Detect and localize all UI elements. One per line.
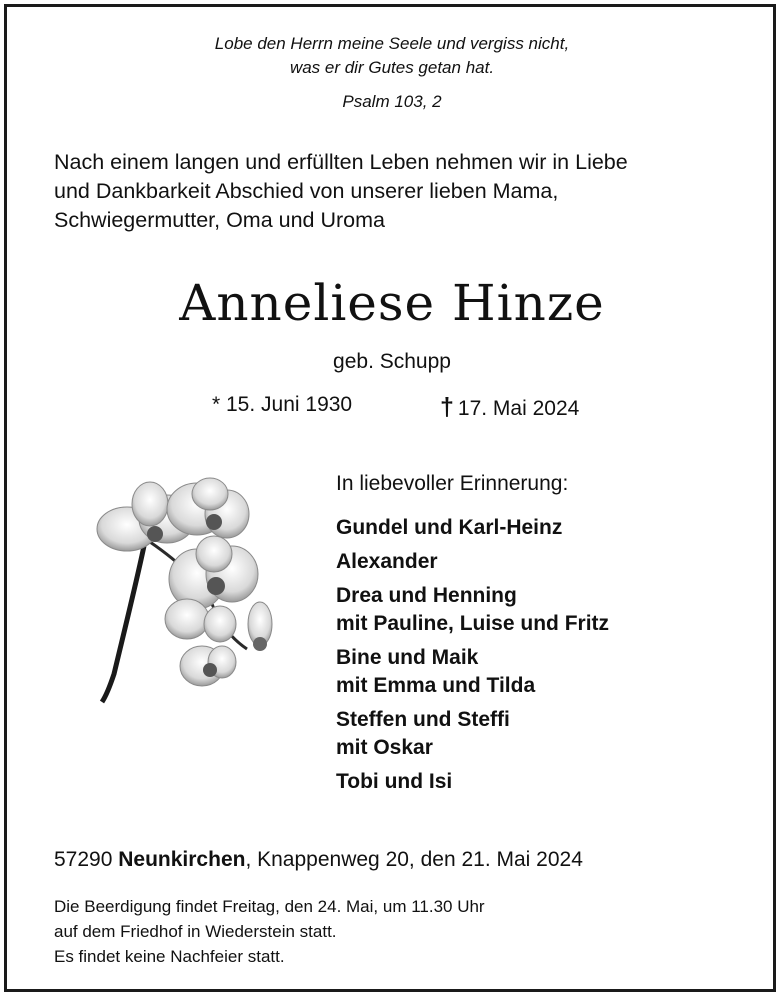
address-line bbox=[54, 848, 583, 872]
memory-heading: In liebevoller Erinnerung: bbox=[336, 472, 569, 495]
town: Neunkirchen bbox=[118, 848, 246, 871]
flower-2 bbox=[167, 478, 249, 538]
bible-verse-line-2: was er dir Gutes getan hat. bbox=[289, 58, 495, 77]
deceased-name: Anneliese Hinze bbox=[179, 274, 605, 332]
funeral-info bbox=[54, 894, 485, 969]
flower-4 bbox=[165, 599, 272, 651]
intro-line-2: und Dankbarkeit Abschied von unserer lieben Mama, bbox=[54, 179, 559, 203]
birth-name: geb. Schupp bbox=[333, 350, 451, 373]
mourner-item: Drea und Henning bbox=[336, 584, 517, 607]
flower-5 bbox=[180, 646, 236, 686]
postcode: 57290 bbox=[54, 848, 113, 871]
mourner-item: Steffen und Steffi bbox=[336, 708, 510, 731]
mourner-item: Alexander bbox=[336, 550, 438, 573]
bible-verse-reference: Psalm 103, 2 bbox=[342, 92, 442, 111]
funeral-line-1: Die Beerdigung findet Freitag, den 24. Mai, um 11.30 Uhr bbox=[54, 897, 485, 916]
address-rest: , Knappenweg 20, den 21. Mai 2024 bbox=[245, 848, 583, 871]
flower-3 bbox=[169, 536, 258, 609]
intro-line-3: Schwiegermutter, Oma und Uroma bbox=[54, 208, 385, 232]
intro-text bbox=[54, 148, 744, 235]
mourner-item: Bine und Maik bbox=[336, 646, 479, 669]
death-date: 17. Mai 2024 bbox=[457, 397, 580, 420]
mourners-list bbox=[336, 514, 609, 796]
mourner-item: Gundel und Karl-Heinz bbox=[336, 516, 563, 539]
funeral-line-3: Es findet keine Nachfeier statt. bbox=[54, 947, 285, 966]
mourner-item: mit Emma und Tilda bbox=[336, 674, 536, 697]
mourner-item: mit Pauline, Luise und Fritz bbox=[336, 612, 610, 635]
funeral-line-2: auf dem Friedhof in Wiederstein statt. bbox=[54, 922, 337, 941]
mourner-item: mit Oskar bbox=[336, 736, 433, 759]
orchid-image bbox=[92, 474, 292, 704]
cross-icon: † bbox=[440, 393, 454, 421]
intro-line-1: Nach einem langen und erfüllten Leben nehmen wir in Liebe bbox=[54, 150, 628, 174]
death-date-group bbox=[440, 393, 579, 422]
birth-date: * 15. Juni 1930 bbox=[212, 393, 353, 416]
bible-verse-line-1: Lobe den Herrn meine Seele und vergiss nicht, bbox=[214, 34, 570, 53]
mourner-item: Tobi und Isi bbox=[336, 770, 453, 793]
